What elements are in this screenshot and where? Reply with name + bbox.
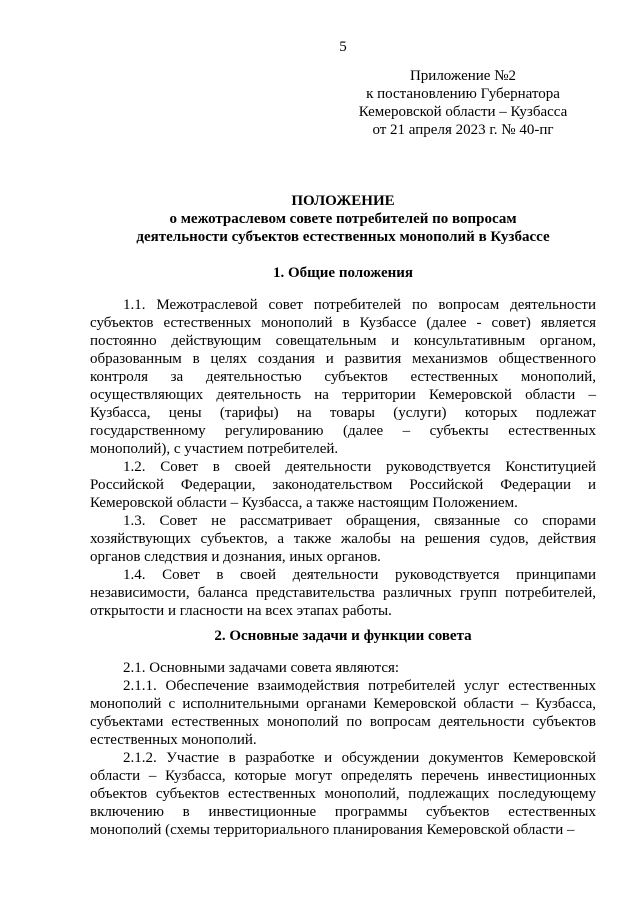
- document-title: [90, 192, 596, 246]
- section-body: [90, 659, 596, 839]
- section-heading: 1. Общие положения: [272, 265, 414, 281]
- appendix-block: [333, 67, 593, 139]
- title-line: ПОЛОЖЕНИЕ: [291, 193, 395, 209]
- section-heading: 2. Основные задачи и функции совета: [214, 628, 472, 644]
- section-body: [90, 296, 596, 620]
- appendix-line: Приложение №2: [409, 68, 517, 84]
- appendix-line: к постановлению Губернатора: [366, 86, 560, 102]
- title-line: деятельности субъектов естественных монополий в Кузбассе: [136, 229, 550, 245]
- paragraph: 1.2. Совет в своей деятельности руководствуется Конституцией Российской Федерации, законодательством Российской Федерации и Кемеровской области – Кузбасса, а также настоящим Положением.: [90, 459, 596, 511]
- appendix-line: от 21 апреля 2023 г. № 40-пг: [372, 122, 554, 138]
- page-number: 5: [339, 39, 347, 55]
- paragraph: 2.1. Основными задачами совета являются:: [123, 660, 400, 676]
- paragraph: 2.1.1. Обеспечение взаимодействия потребителей услуг естественных монополий с исполнительными органами Кемеровской области – Кузбасса, субъектами естественных монополий по вопросам деятельности субъектов естественных монополий.: [90, 678, 596, 748]
- paragraph: 2.1.2. Участие в разработке и обсуждении документов Кемеровской области – Кузбасса, которые могут определять перечень инвестиционных объектов субъектов естественных монополий, подлежащих последующему включению в инвестиционные программы субъектов естественных монополий (схемы территориального планирования Кемеровской области –: [90, 750, 596, 838]
- appendix-line: Кемеровской области – Кузбасса: [358, 104, 568, 120]
- title-line: о межотраслевом совете потребителей по вопросам: [169, 211, 517, 227]
- paragraph: 1.1. Межотраслевой совет потребителей по вопросам деятельности субъектов естественных монополий в Кузбассе (далее - совет) является постоянно действующим совещательным и консультативным органом, образованным в целях создания и развития механизмов общественного контроля за деятельностью субъектов естественных монополий, осуществляющих деятельность на территории Кемеровской области – Кузбасса, цены (тарифы) на товары (услуги) которых подлежат государственному регулированию (далее – субъекты естественных монополий), с участием потребителей.: [90, 297, 596, 457]
- paragraph: 1.3. Совет не рассматривает обращения, связанные со спорами хозяйствующих субъектов, а также жалобы на решения судов, действия органов следствия и дознания, иных органов.: [90, 513, 596, 565]
- paragraph: 1.4. Совет в своей деятельности руководствуется принципами независимости, баланса представительства различных групп потребителей, открытости и гласности на всех этапах работы.: [90, 567, 596, 619]
